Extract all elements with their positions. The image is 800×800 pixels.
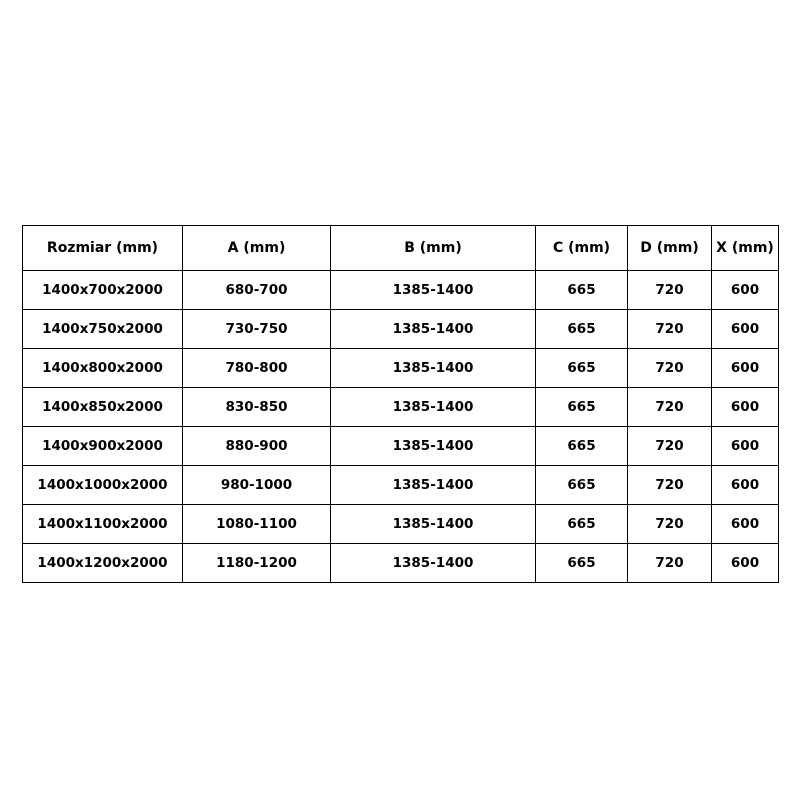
cell-b: 1385-1400	[331, 505, 536, 544]
cell-x: 600	[712, 427, 779, 466]
table-row	[23, 388, 779, 427]
cell-c: 665	[536, 427, 628, 466]
cell-x: 600	[712, 388, 779, 427]
cell-rozmiar: 1400x800x2000	[23, 349, 183, 388]
cell-rozmiar: 1400x700x2000	[23, 271, 183, 310]
cell-d: 720	[628, 310, 712, 349]
dimensions-table	[22, 225, 779, 583]
cell-b: 1385-1400	[331, 310, 536, 349]
cell-d: 720	[628, 388, 712, 427]
cell-d: 720	[628, 466, 712, 505]
cell-x: 600	[712, 310, 779, 349]
column-header-b: B (mm)	[331, 226, 536, 271]
cell-a: 1180-1200	[183, 544, 331, 583]
cell-b: 1385-1400	[331, 349, 536, 388]
cell-c: 665	[536, 388, 628, 427]
cell-d: 720	[628, 505, 712, 544]
cell-c: 665	[536, 310, 628, 349]
cell-d: 720	[628, 427, 712, 466]
column-header-c: C (mm)	[536, 226, 628, 271]
cell-a: 730-750	[183, 310, 331, 349]
cell-c: 665	[536, 466, 628, 505]
cell-a: 680-700	[183, 271, 331, 310]
cell-d: 720	[628, 271, 712, 310]
cell-b: 1385-1400	[331, 466, 536, 505]
cell-x: 600	[712, 505, 779, 544]
cell-a: 980-1000	[183, 466, 331, 505]
cell-rozmiar: 1400x900x2000	[23, 427, 183, 466]
cell-x: 600	[712, 466, 779, 505]
cell-x: 600	[712, 349, 779, 388]
table-row	[23, 310, 779, 349]
spec-table-container	[22, 225, 778, 583]
cell-d: 720	[628, 349, 712, 388]
table-row	[23, 466, 779, 505]
cell-b: 1385-1400	[331, 271, 536, 310]
table-row	[23, 427, 779, 466]
cell-c: 665	[536, 505, 628, 544]
cell-x: 600	[712, 544, 779, 583]
cell-rozmiar: 1400x1000x2000	[23, 466, 183, 505]
table-row	[23, 349, 779, 388]
column-header-d: D (mm)	[628, 226, 712, 271]
cell-rozmiar: 1400x850x2000	[23, 388, 183, 427]
cell-c: 665	[536, 349, 628, 388]
cell-a: 880-900	[183, 427, 331, 466]
cell-b: 1385-1400	[331, 388, 536, 427]
table-header-row	[23, 226, 779, 271]
table-row	[23, 271, 779, 310]
cell-c: 665	[536, 271, 628, 310]
cell-b: 1385-1400	[331, 427, 536, 466]
cell-a: 1080-1100	[183, 505, 331, 544]
cell-a: 780-800	[183, 349, 331, 388]
column-header-x: X (mm)	[712, 226, 779, 271]
cell-x: 600	[712, 271, 779, 310]
cell-c: 665	[536, 544, 628, 583]
cell-d: 720	[628, 544, 712, 583]
table-body	[23, 271, 779, 583]
cell-rozmiar: 1400x1200x2000	[23, 544, 183, 583]
column-header-rozmiar: Rozmiar (mm)	[23, 226, 183, 271]
column-header-a: A (mm)	[183, 226, 331, 271]
cell-rozmiar: 1400x1100x2000	[23, 505, 183, 544]
cell-b: 1385-1400	[331, 544, 536, 583]
table-row	[23, 544, 779, 583]
table-header	[23, 226, 779, 271]
cell-rozmiar: 1400x750x2000	[23, 310, 183, 349]
table-row	[23, 505, 779, 544]
cell-a: 830-850	[183, 388, 331, 427]
